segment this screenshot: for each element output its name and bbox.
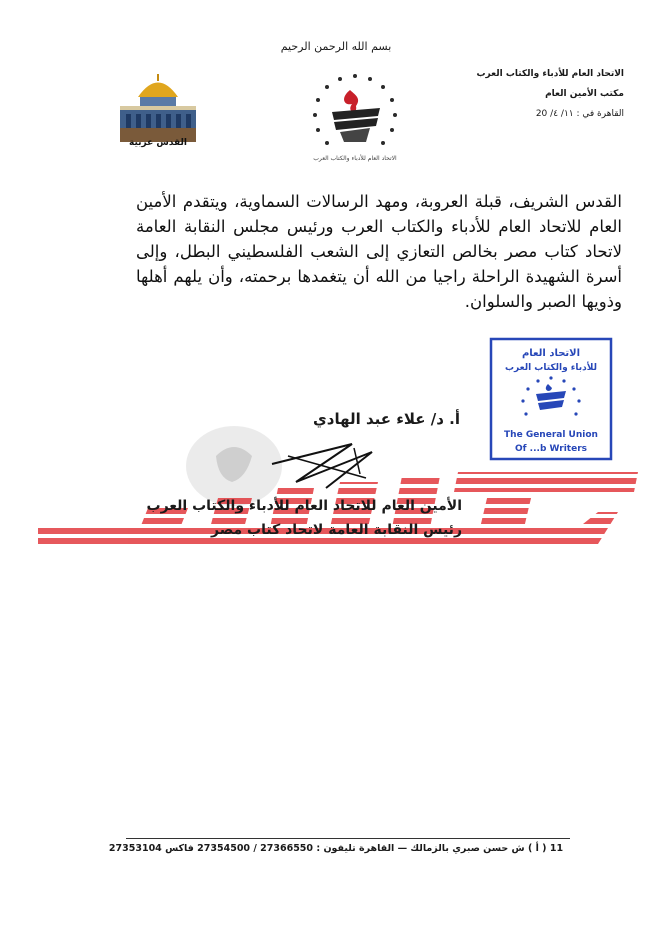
signer-title-2: رئيس النقابة العامة لاتحاد كتاب مصر <box>211 522 462 538</box>
stamp-line2: للأدباء والكتاب العرب <box>504 363 598 373</box>
footer-divider <box>126 838 570 839</box>
svg-text:الاتحاد العام للأدباء والكتاب: الاتحاد العام للأدباء والكتاب العرب <box>313 155 397 162</box>
footer-address: 11 ( أ ) ش حسن صبري بالزمالك — القاهرة تليفون : 27366550 / 27354500 فاكس 27353104 <box>108 843 564 854</box>
dome-caption: القدس عربية <box>129 138 187 148</box>
signer-name: أ. د/ علاء عبد الهادي <box>313 410 460 428</box>
stamp-en-line1: The General Union <box>504 430 598 440</box>
stamp-en-line2: Of ...b Writers <box>514 444 588 454</box>
date-line: القاهرة في : ١١/ ٤/ 20 <box>535 109 624 119</box>
basmala: بسم الله الرحمن الرحيم <box>280 40 392 53</box>
letterhead <box>424 64 624 124</box>
letter-body: القدس الشريف، قبلة العروبة، ومهد الرسالات السماوية، ويتقدم الأمين العام للاتحاد العام للأدباء والكتاب العرب ورئيس مجلس النقابة العامة لاتحاد كتاب مصر بخالص التعازي إلى الشعب الفلسطيني البطل، وإلى أسرة الشهيدة الراحلة راجيا من الله أن يتغمدها برحمته، وأن يلهم أهلها وذويها الصبر والسلوان. <box>136 191 622 311</box>
signer-title-1: الأمين العام للاتحاد العام للأدباء والكتاب العرب <box>146 498 462 514</box>
stamp-line1: الاتحاد العام <box>521 348 581 359</box>
office-name: مكتب الأمين العام <box>545 89 624 99</box>
union-stamp <box>488 336 614 462</box>
org-name: الاتحاد العام للأدباء والكتاب العرب <box>476 69 624 79</box>
union-logo <box>300 68 410 168</box>
